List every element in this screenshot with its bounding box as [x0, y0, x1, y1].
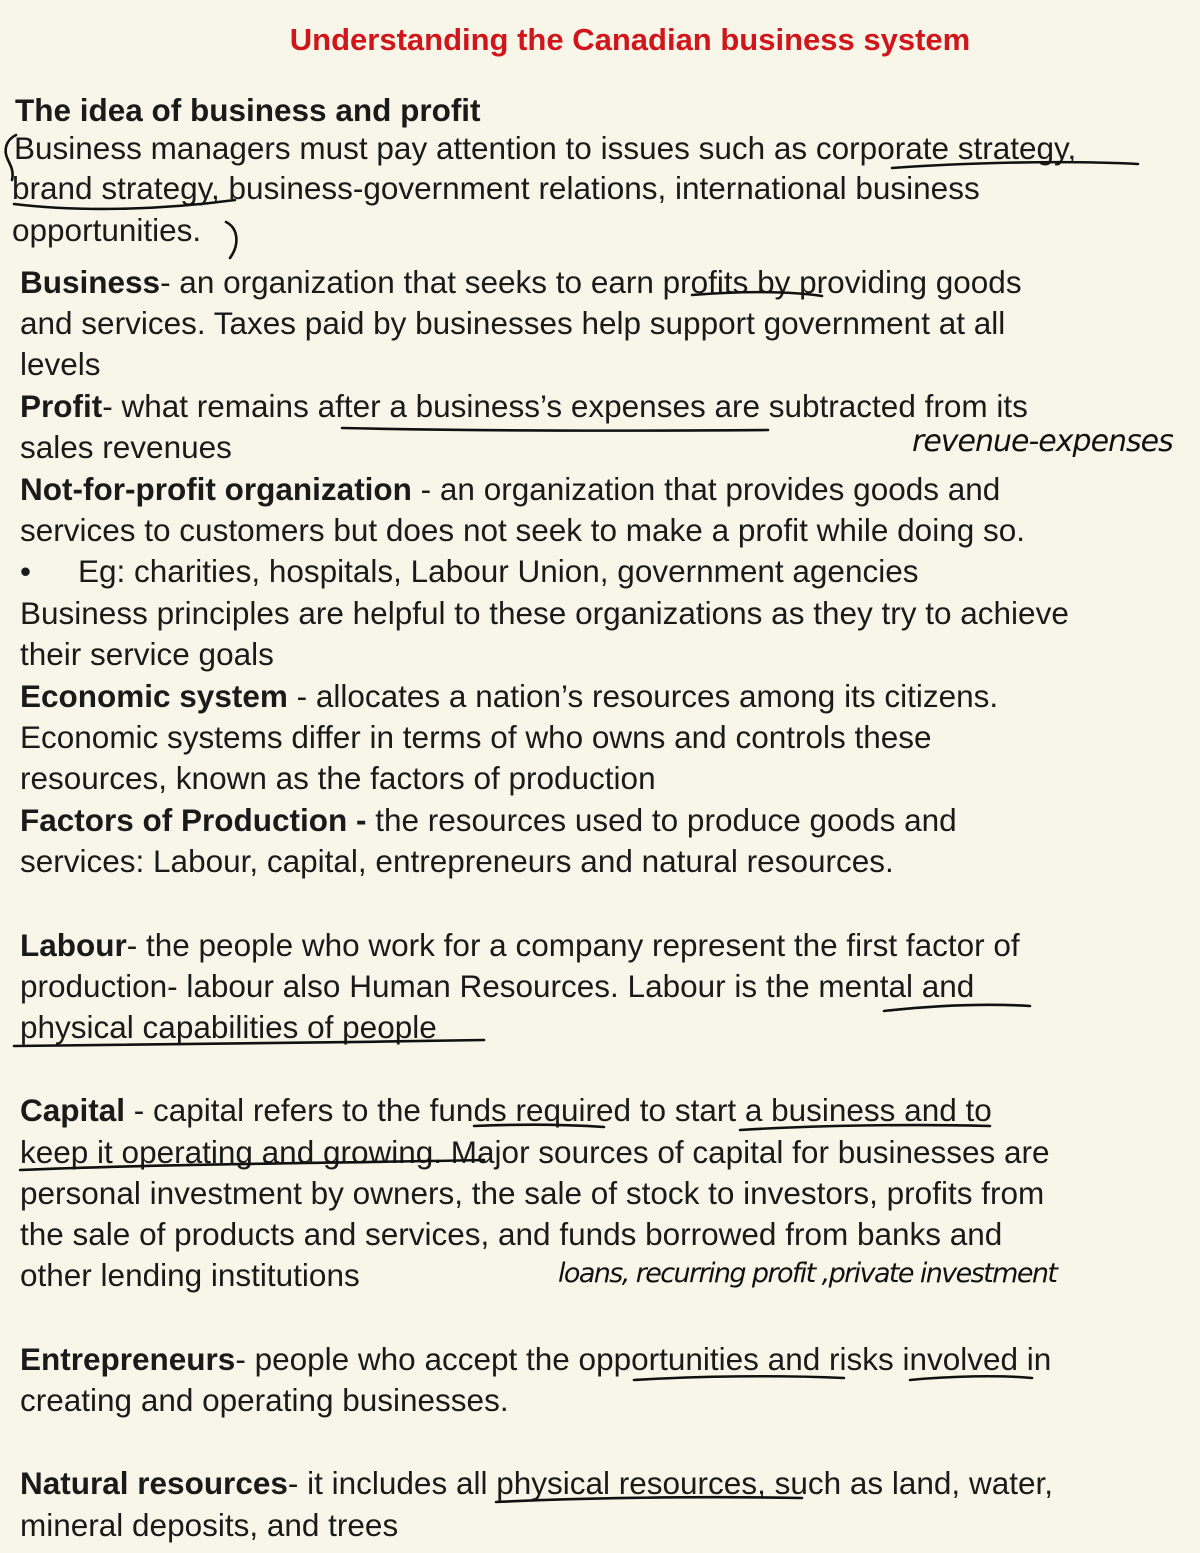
intro-line-2: brand strategy, business-government relations, international business — [12, 170, 980, 206]
economic-system-line-3: resources, known as the factors of production — [20, 760, 656, 796]
page-title: Understanding the Canadian business system — [289, 22, 971, 57]
profit-term: Profit — [20, 388, 103, 424]
entrepreneurs-text: - people who accept the opportunities and risks involved in — [235, 1341, 1052, 1377]
natural-resources-term: Natural resources — [20, 1465, 288, 1501]
not-for-profit-after-1: Business principles are helpful to these organizations as they try to achieve — [20, 595, 1069, 631]
natural-resources-text: - it includes all physical resources, such as land, water, — [287, 1465, 1053, 1501]
economic-system-line-2: Economic systems differ in terms of who owns and controls these — [20, 719, 932, 755]
underline-after-expenses — [342, 428, 768, 431]
capital-line-4: the sale of products and services, and funds borrowed from banks and — [20, 1216, 1003, 1252]
factors-definition — [20, 800, 957, 840]
natural-resources-definition — [20, 1463, 1053, 1503]
intro-line-1: Business managers must pay attention to issues such as corporate strategy, — [14, 130, 1077, 166]
business-line-2: and services. Taxes paid by businesses help support government at all — [20, 305, 1006, 341]
business-text: - an organization that seeks to earn profits by providing goods — [160, 264, 1022, 300]
economic-system-term: Economic system — [20, 678, 288, 714]
capital-term: Capital — [20, 1092, 126, 1128]
factors-line-2: services: Labour, capital, entrepreneurs and natural resources. — [20, 843, 894, 879]
entrepreneurs-line-2: creating and operating businesses. — [20, 1382, 509, 1418]
profit-definition — [20, 386, 1028, 426]
business-definition — [20, 262, 1022, 302]
profit-line-2: sales revenues — [20, 429, 232, 465]
entrepreneurs-definition — [20, 1339, 1051, 1379]
bullet-item — [20, 551, 919, 591]
labour-definition — [20, 925, 1020, 965]
capital-text: - capital refers to the funds required to start a business and to — [125, 1092, 992, 1128]
not-for-profit-after-2: their service goals — [20, 636, 274, 672]
handwritten-note-profit: revenue-expenses — [912, 424, 1173, 459]
section-heading: The idea of business and profit — [15, 92, 481, 128]
business-term: Business — [20, 264, 161, 300]
labour-text: - the people who work for a company represent the first factor of — [126, 927, 1020, 963]
factors-text: the resources used to produce goods and — [366, 802, 957, 838]
business-line-3: levels — [20, 346, 101, 382]
capital-definition — [20, 1090, 992, 1130]
not-for-profit-line-2: services to customers but does not seek to make a profit while doing so. — [20, 512, 1026, 548]
handwritten-note-capital: loans, recurring profit ,private investment — [558, 1258, 1057, 1289]
bullet-marker: • — [20, 553, 32, 589]
capital-line-2: keep it operating and growing. Major sources of capital for businesses are — [20, 1134, 1050, 1170]
economic-system-definition — [20, 676, 998, 716]
close-bracket-mark — [226, 222, 236, 258]
profit-text: - what remains after a business’s expenses are subtracted from its — [102, 388, 1028, 424]
capital-line-3: personal investment by owners, the sale of stock to investors, profits from — [20, 1175, 1045, 1211]
intro-line-3: opportunities. — [12, 212, 202, 248]
natural-resources-line-2: mineral deposits, and trees — [20, 1507, 399, 1543]
capital-line-5: other lending institutions — [20, 1257, 360, 1293]
factors-term: Factors of Production - — [20, 802, 367, 838]
labour-line-3: physical capabilities of people — [20, 1009, 437, 1045]
entrepreneurs-term: Entrepreneurs — [20, 1341, 236, 1377]
not-for-profit-term: Not-for-profit organization — [20, 471, 412, 507]
labour-line-2: production- labour also Human Resources. Labour is the mental and — [20, 968, 975, 1004]
not-for-profit-definition — [20, 469, 1000, 509]
economic-system-text: - allocates a nation’s resources among its citizens. — [287, 678, 999, 714]
labour-term: Labour — [20, 927, 127, 963]
not-for-profit-text: - an organization that provides goods and — [411, 471, 1001, 507]
bullet-text: Eg: charities, hospitals, Labour Union, government agencies — [78, 553, 919, 589]
